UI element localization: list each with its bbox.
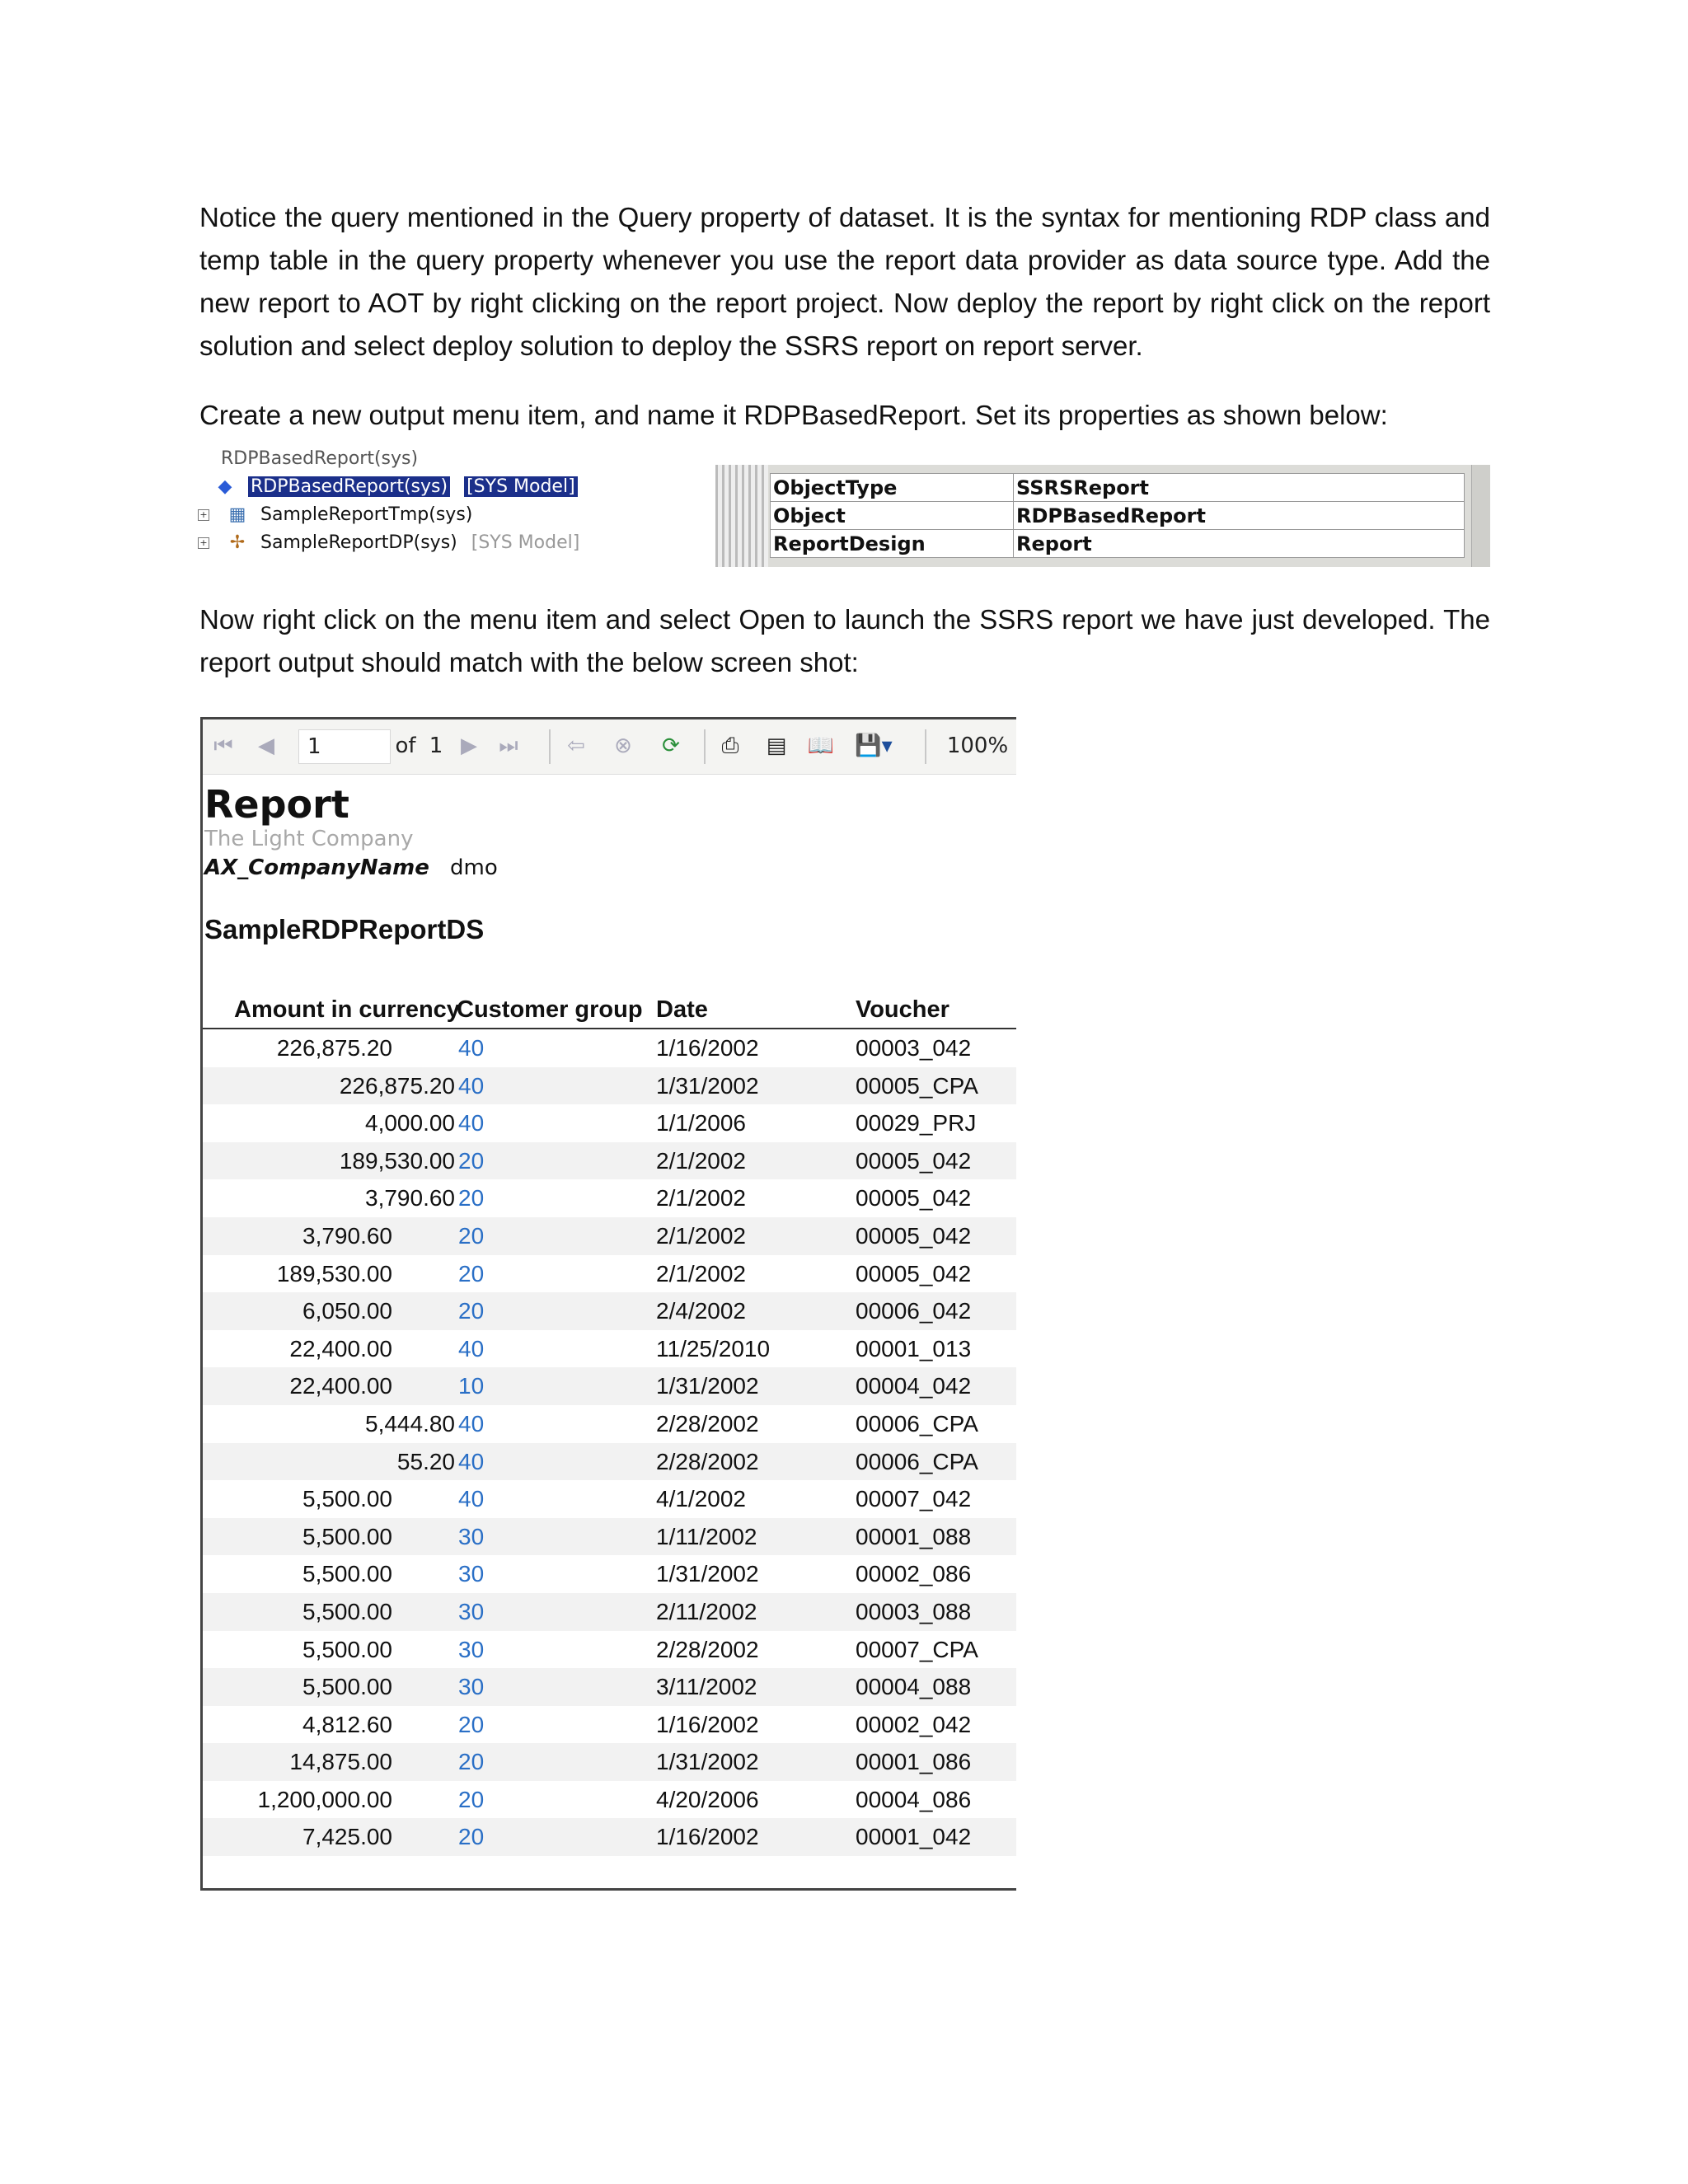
cell-customer-group: 30	[458, 1674, 485, 1700]
class-icon: ✢	[229, 532, 246, 553]
report-toolbar	[203, 719, 1016, 775]
cell-amount: 3,790.60	[302, 1222, 392, 1249]
cell-customer-group: 40	[458, 1072, 485, 1099]
table-header	[203, 996, 1016, 1029]
cell-customer-group: 30	[458, 1561, 485, 1587]
table-row	[203, 1781, 1016, 1819]
cell-amount: 5,500.00	[302, 1636, 392, 1662]
property-row[interactable]	[771, 530, 1465, 558]
cell-customer-group: 30	[458, 1636, 485, 1662]
table-row	[203, 1104, 1016, 1142]
tree-item-label: SampleReportDP(sys)	[260, 532, 457, 553]
intro-paragraph: Notice the query mentioned in the Query property of dataset. It is the syntax for mentioning RDP class and temp table in the query property whenever you use the report data provider as data source type. Add the new report to AOT by right clicking on the report project. Now deploy the report by right click on the report solution and select deploy solution to deploy the SSRS report on report server.	[199, 202, 1490, 361]
column-header-voucher: Voucher	[856, 996, 950, 1023]
table-row	[203, 1480, 1016, 1518]
cell-customer-group: 40	[458, 1448, 485, 1474]
cell-voucher: 00004_086	[856, 1786, 972, 1812]
cell-amount: 226,875.20	[339, 1072, 455, 1099]
cell-date: 1/31/2002	[656, 1072, 759, 1099]
cell-voucher: 00001_086	[856, 1749, 972, 1775]
menu-item-icon: ◆	[218, 476, 232, 497]
cell-customer-group: 40	[458, 1410, 485, 1436]
cell-amount: 189,530.00	[339, 1147, 455, 1174]
cell-customer-group: 20	[458, 1298, 485, 1324]
cell-amount: 5,444.80	[365, 1410, 455, 1436]
table-row	[203, 1668, 1016, 1706]
cell-customer-group: 40	[458, 1335, 485, 1361]
cell-amount: 5,500.00	[302, 1561, 392, 1587]
ax-company-value: dmo	[450, 855, 498, 880]
total-pages: 1	[429, 733, 443, 758]
table-row	[203, 1631, 1016, 1669]
report-viewer	[200, 717, 1016, 1891]
tree-item-layer: [SYS Model]	[471, 532, 580, 553]
stop-icon[interactable]: ⊗	[614, 733, 632, 758]
cell-voucher: 00006_CPA	[856, 1448, 978, 1474]
menu-item-paragraph: Create a new output menu item, and name it RDPBasedReport. Set its properties as shown below:	[199, 400, 1388, 430]
open-report-paragraph: Now right click on the menu item and select Open to launch the SSRS report we have just developed. The report output should match with the below screen shot:	[199, 604, 1490, 677]
cell-amount: 7,425.00	[302, 1824, 392, 1850]
cell-date: 2/4/2002	[656, 1298, 746, 1324]
cell-date: 2/1/2002	[656, 1222, 746, 1249]
cell-customer-group: 20	[458, 1749, 485, 1775]
previous-page-icon[interactable]: ◀	[258, 733, 274, 758]
cell-customer-group: 20	[458, 1260, 485, 1286]
cell-date: 1/16/2002	[656, 1824, 759, 1850]
tree-item-layer: [SYS Model]	[464, 476, 578, 497]
property-value[interactable]: SSRSReport	[1014, 474, 1465, 502]
table-row	[203, 1706, 1016, 1744]
cell-amount: 5,500.00	[302, 1674, 392, 1700]
cell-voucher: 00007_042	[856, 1486, 972, 1512]
cell-voucher: 00004_088	[856, 1674, 972, 1700]
cell-customer-group: 10	[458, 1373, 485, 1399]
cell-date: 2/28/2002	[656, 1448, 759, 1474]
cell-voucher: 00005_042	[856, 1185, 972, 1212]
cell-voucher: 00004_042	[856, 1373, 972, 1399]
cell-customer-group: 20	[458, 1222, 485, 1249]
cell-voucher: 00029_PRJ	[856, 1110, 977, 1137]
cell-date: 2/11/2002	[656, 1598, 757, 1624]
property-name: Object	[771, 502, 1014, 530]
cell-date: 2/1/2002	[656, 1260, 746, 1286]
property-row[interactable]	[771, 502, 1465, 530]
property-row[interactable]	[771, 474, 1465, 502]
table-row	[203, 1292, 1016, 1330]
column-header-date: Date	[656, 996, 708, 1023]
cell-date: 2/28/2002	[656, 1410, 759, 1436]
cell-voucher: 00002_086	[856, 1561, 972, 1587]
table-row	[203, 1330, 1016, 1368]
cell-date: 1/11/2002	[656, 1523, 757, 1549]
toolbar-separator	[704, 729, 706, 764]
tree-row-partial: RDPBasedReport(sys)	[221, 448, 419, 469]
cell-voucher: 00001_042	[856, 1824, 972, 1850]
cell-amount: 6,050.00	[302, 1298, 392, 1324]
print-icon[interactable]: ⎙	[721, 733, 739, 758]
cell-customer-group: 20	[458, 1711, 485, 1737]
company-name: The Light Company	[204, 827, 414, 851]
cell-customer-group: 30	[458, 1523, 485, 1549]
next-page-icon[interactable]: ▶	[461, 733, 477, 758]
cell-date: 1/16/2002	[656, 1711, 759, 1737]
last-page-icon[interactable]: ⏭	[499, 733, 518, 758]
cell-amount: 226,875.20	[276, 1035, 392, 1061]
cell-customer-group: 20	[458, 1185, 485, 1212]
tree-row[interactable]	[198, 501, 472, 529]
cell-voucher: 00005_042	[856, 1222, 972, 1249]
tree-item-label: SampleReportTmp(sys)	[260, 504, 473, 525]
property-value[interactable]: RDPBasedReport	[1014, 502, 1465, 530]
cell-voucher: 00007_CPA	[856, 1636, 978, 1662]
cell-customer-group: 40	[458, 1035, 485, 1061]
table-icon: ▦	[228, 504, 246, 525]
cell-amount: 3,790.60	[365, 1185, 455, 1212]
page-setup-icon[interactable]: 📖	[807, 733, 835, 758]
table-row	[203, 1179, 1016, 1217]
cell-date: 2/28/2002	[656, 1636, 759, 1662]
table-row	[203, 1142, 1016, 1180]
tree-item-label: RDPBasedReport(sys)	[248, 476, 450, 497]
cell-date: 3/11/2002	[656, 1674, 757, 1700]
properties-scrollbar[interactable]	[1471, 465, 1490, 567]
cell-date: 1/31/2002	[656, 1561, 759, 1587]
aot-tree	[196, 448, 580, 569]
properties-rail	[715, 465, 768, 567]
table-row	[203, 1555, 1016, 1593]
ax-company-label: AX_CompanyName	[204, 855, 429, 880]
cell-voucher: 00003_042	[856, 1035, 972, 1061]
back-icon[interactable]: ⇦	[567, 733, 585, 758]
cell-voucher: 00001_013	[856, 1335, 972, 1361]
table-row	[203, 1818, 1016, 1856]
expand-icon[interactable]: +	[198, 509, 209, 521]
page-number-input[interactable]: 1	[298, 729, 391, 764]
cell-date: 4/1/2002	[656, 1486, 746, 1512]
cell-customer-group: 20	[458, 1147, 485, 1174]
cell-voucher: 00005_042	[856, 1260, 972, 1286]
cell-date: 2/1/2002	[656, 1147, 746, 1174]
cell-amount: 5,500.00	[302, 1523, 392, 1549]
first-page-icon[interactable]: ⏮	[213, 733, 233, 758]
cell-date: 1/16/2002	[656, 1035, 759, 1061]
table-row	[203, 1367, 1016, 1405]
zoom-select[interactable]: 100%	[946, 733, 1009, 758]
cell-customer-group: 30	[458, 1598, 485, 1624]
property-value[interactable]: Report	[1014, 530, 1465, 558]
cell-customer-group: 20	[458, 1824, 485, 1850]
table-row	[203, 1518, 1016, 1556]
cell-amount: 14,875.00	[289, 1749, 392, 1775]
property-name: ObjectType	[771, 474, 1014, 502]
cell-voucher: 00006_042	[856, 1298, 972, 1324]
tree-row[interactable]	[214, 473, 578, 501]
table-row	[203, 1405, 1016, 1443]
column-header-amount: Amount in currency	[234, 996, 460, 1023]
cell-voucher: 00006_CPA	[856, 1410, 978, 1436]
cell-date: 4/20/2006	[656, 1786, 759, 1812]
cell-amount: 55.20	[396, 1448, 455, 1474]
column-header-customer-group: Customer group	[457, 996, 643, 1023]
cell-amount: 4,000.00	[365, 1110, 455, 1137]
dataset-title: SampleRDPReportDS	[204, 914, 485, 944]
properties-grid	[715, 465, 1490, 567]
table-row	[203, 1067, 1016, 1105]
toolbar-separator	[549, 729, 551, 764]
cell-date: 1/31/2002	[656, 1373, 759, 1399]
table-row	[203, 1217, 1016, 1255]
cell-customer-group: 20	[458, 1786, 485, 1812]
cell-date: 1/1/2006	[656, 1110, 746, 1137]
cell-customer-group: 40	[458, 1486, 485, 1512]
cell-amount: 5,500.00	[302, 1486, 392, 1512]
table-row	[203, 1443, 1016, 1481]
cell-amount: 4,812.60	[302, 1711, 392, 1737]
cell-date: 1/31/2002	[656, 1749, 759, 1775]
export-icon[interactable]: 💾▾	[855, 733, 893, 758]
cell-amount: 5,500.00	[302, 1598, 392, 1624]
tree-row[interactable]	[198, 529, 579, 557]
report-title: Report	[204, 782, 349, 827]
cell-amount: 22,400.00	[289, 1335, 392, 1361]
table-row	[203, 1743, 1016, 1781]
cell-voucher: 00001_088	[856, 1523, 972, 1549]
expand-icon[interactable]: +	[198, 537, 209, 549]
cell-voucher: 00003_088	[856, 1598, 972, 1624]
cell-voucher: 00005_042	[856, 1147, 972, 1174]
report-table	[203, 996, 1016, 1856]
table-row	[203, 1029, 1016, 1067]
cell-amount: 22,400.00	[289, 1373, 392, 1399]
cell-voucher: 00002_042	[856, 1711, 972, 1737]
cell-date: 2/1/2002	[656, 1185, 746, 1212]
cell-customer-group: 40	[458, 1110, 485, 1137]
property-name: ReportDesign	[771, 530, 1014, 558]
cell-date: 11/25/2010	[656, 1335, 771, 1361]
print-layout-icon[interactable]: ▤	[766, 733, 787, 758]
table-body	[203, 1029, 1016, 1856]
of-label: of	[395, 733, 416, 758]
cell-voucher: 00005_CPA	[856, 1072, 978, 1099]
refresh-icon[interactable]: ⟳	[662, 733, 680, 758]
cell-amount: 189,530.00	[276, 1260, 392, 1286]
table-row	[203, 1593, 1016, 1631]
table-row	[203, 1255, 1016, 1293]
cell-amount: 1,200,000.00	[257, 1786, 392, 1812]
toolbar-separator	[925, 729, 926, 764]
